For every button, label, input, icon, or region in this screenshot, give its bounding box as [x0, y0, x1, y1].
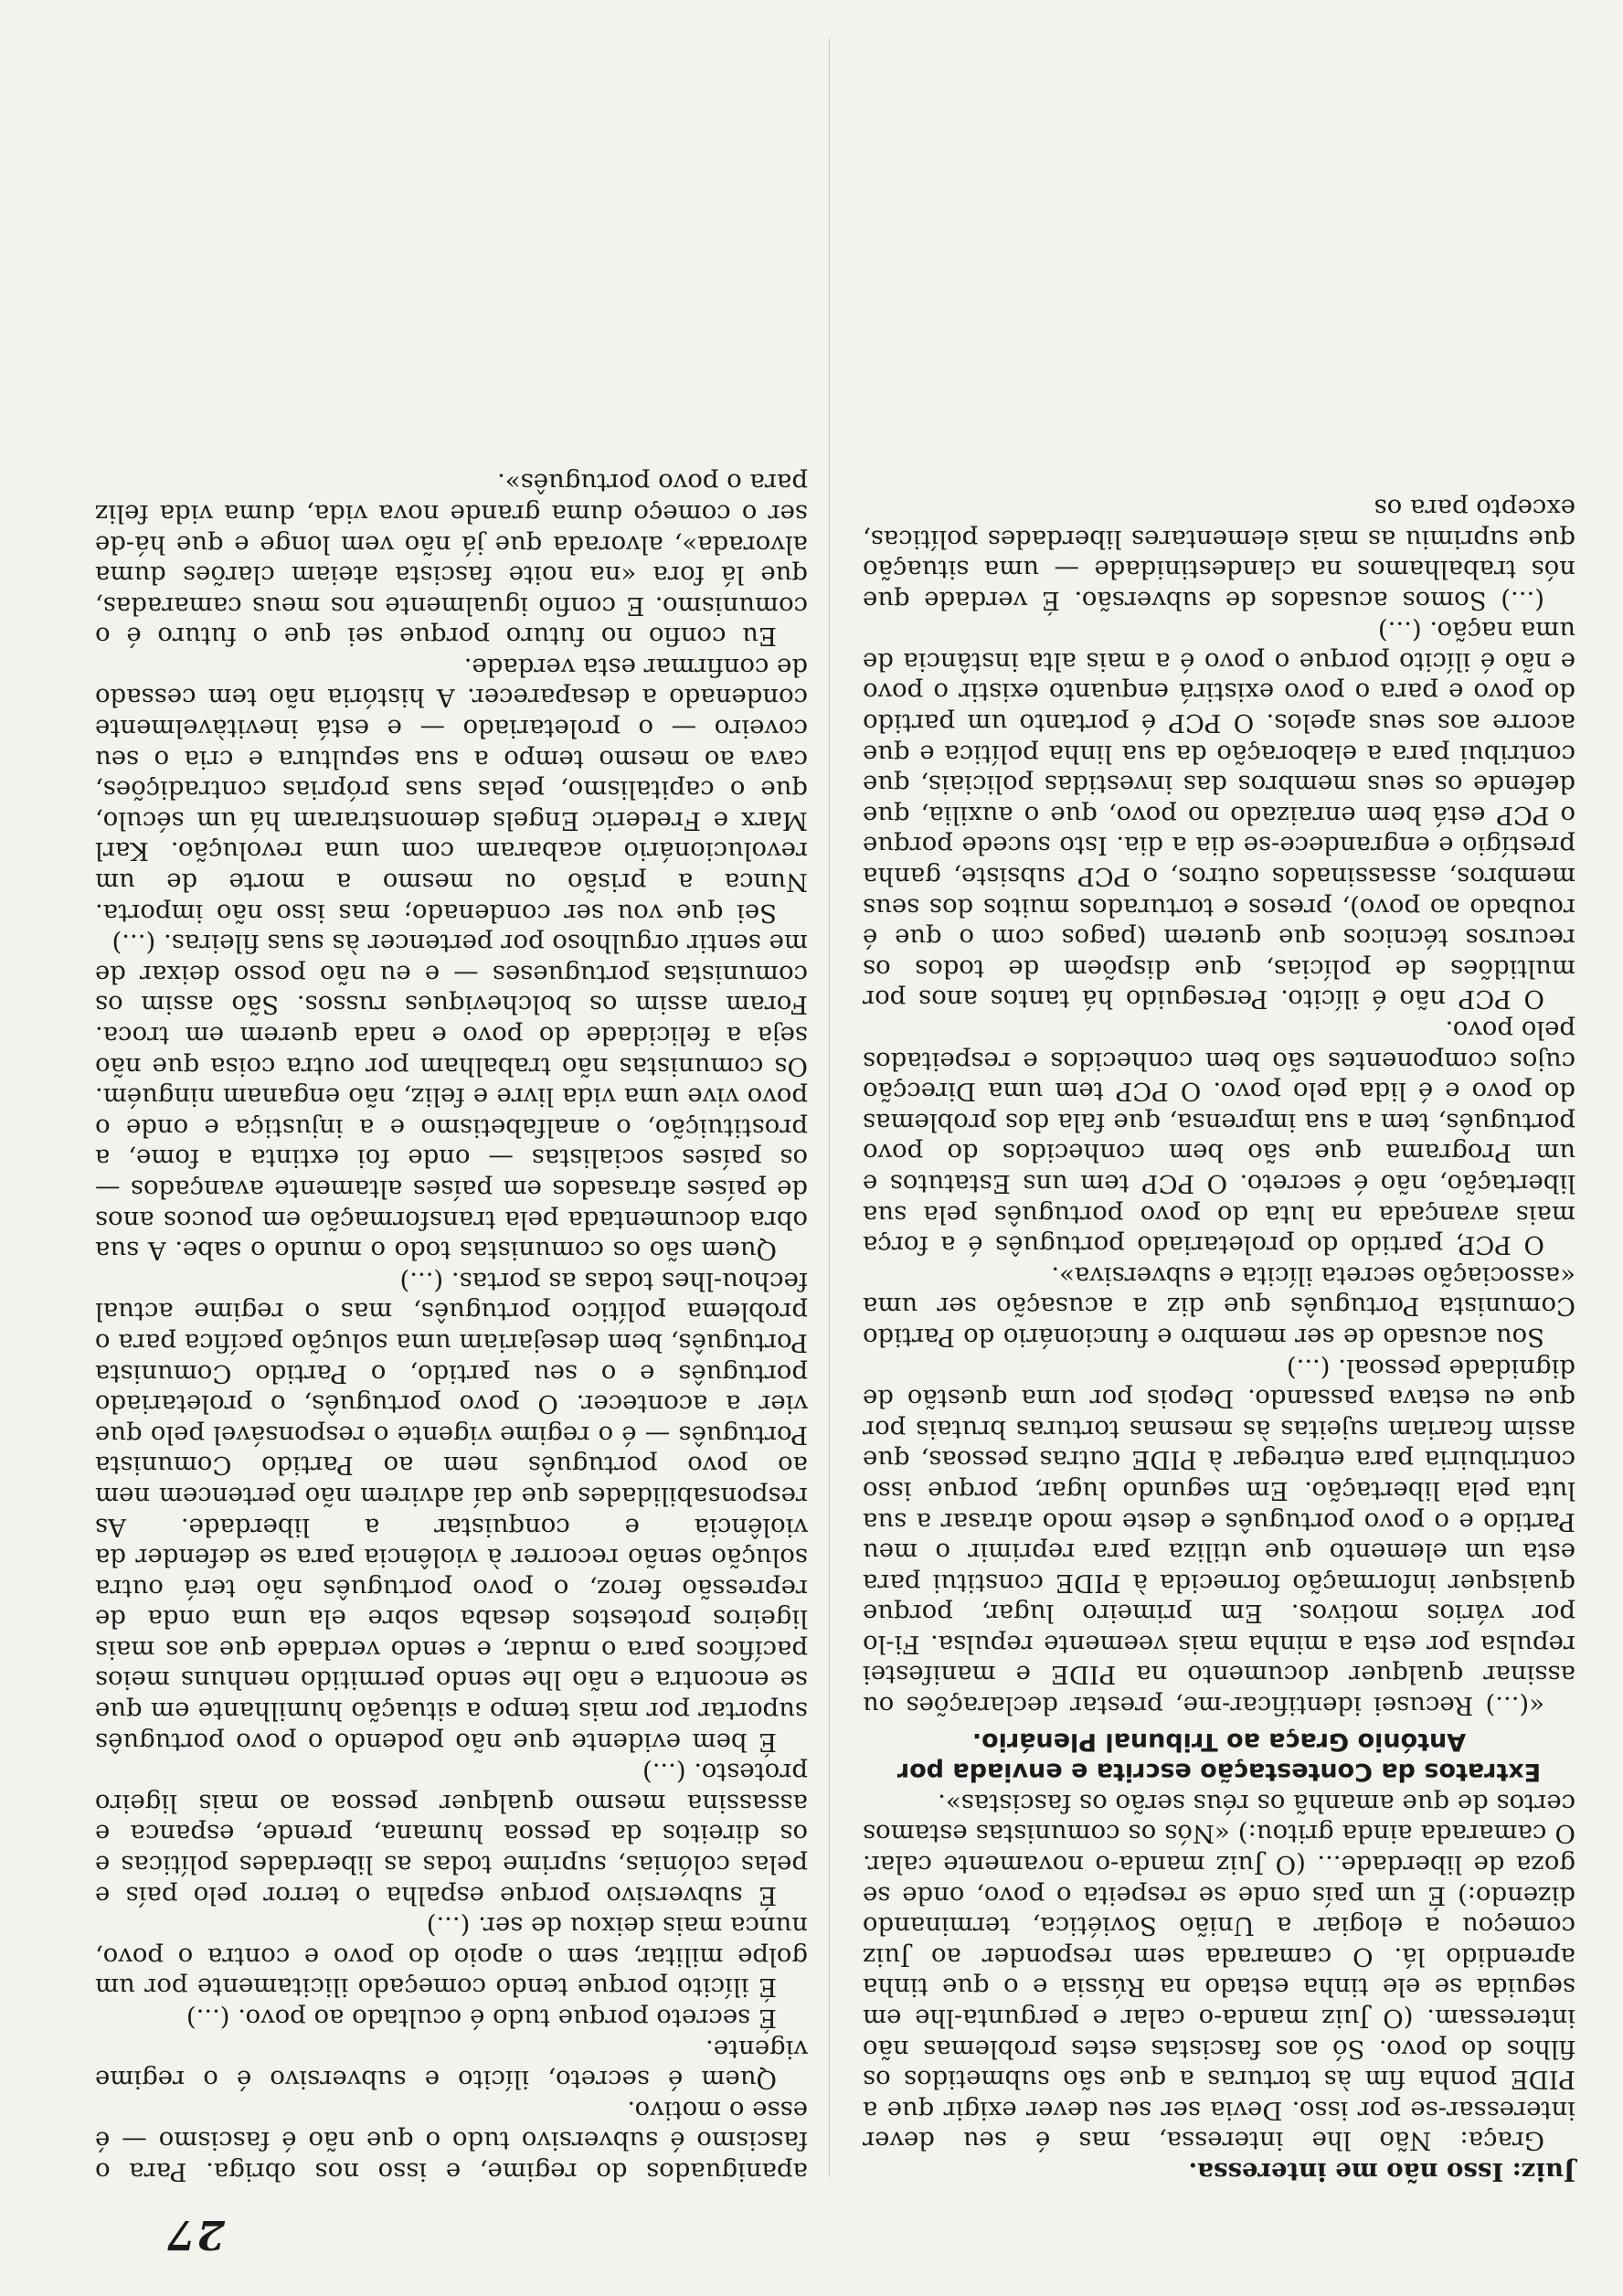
- section-heading: Extratos da Contestação escrita e enviada por António Graça ao Tribunal Plenário.: [896, 1727, 1542, 1787]
- paragraph: O PCP, partido do proletariado português é a força mais avançada na luta do povo português pela sua libertação, não é secreto. O PCP tem uns Estatutos e um Programa que são bem conhecidos do povo português, tem a sua imprensa, que fala dos problemas do povo e é lida pelo povo. O PCP tem uma Direcção cujos componentes são bem conhecidos e respeitados pelo povo.: [863, 1015, 1575, 1260]
- paragraph: É bem evidente que não podendo o povo português suportar por mais tempo a situação humilhante em que se encontra e não lhe sendo permitido nenhuns meios pacíficos para o mudar, e sendo verdade que aos mais ligeiros protestos desaba sobre ela uma onda de repressão feroz, o povo português não terá outra solução senão recorrer à violência para se defender da violência e conquistar a liberdade. As responsabilidades que daí advirem não pertencem nem ao povo português nem ao Partido Comunista Português — é o regime vigente o responsável pelo que vier a acontecer. O povo português, o proletariado português e o seu partido, o Partido Comunista Português, bem desejariam uma solução pacífica para o problema político português, mas o regime actual fechou-lhes todas as portas. (...): [95, 1266, 808, 1757]
- page-number: 27: [164, 2211, 225, 2258]
- left-column: [863, 492, 1575, 2186]
- paragraph: Quem são os comunistas todo o mundo o sabe. A sua obra documentada pela transformação em poucos anos de países atrasados em países altamente avançados — os países socialistas — onde foi extinta a fome, a prostituição, o analfabetismo e a injustiça e onde o povo vive uma vida livre e feliz, não enganam ninguém. Os comunistas não trabalham por outra coisa que não seja a felicidade do povo e nada querem em troca. Foram assim os bolcheviques russos. São assim os comunistas portugueses — e eu não posso deixar de me sentir orgulhoso por pertencer às suas fileiras. (...): [95, 929, 808, 1266]
- paragraph: É secreto porque tudo é ocultado ao povo. (...): [186, 2004, 777, 2034]
- column-divider: [829, 38, 830, 2177]
- paragraph: Quem é secreto, ilícito e subversivo é o regime vigente.: [95, 2034, 808, 2095]
- paragraph: O PCP não é ilícito. Perseguido há tantos anos por multidões de polícias, que dispõem de todos os recursos técnicos que querem (pagos com o que é roubado ao povo), presos e torturados muitos dos seus membros, assassinados outros, o PCP subsiste, ganha prestígio e engrandece-se dia a dia. Isto sucede porque o PCP está bem enraizado no povo, que o auxilia, que defende os seus membros das investidas policiais, que contribui para a elaboração da sua linha política e que acorre aos seus apelos. O PCP é portanto um partido do povo e para o povo existirá enquanto existir o povo e não é ilícito porque o povo é a mais alta instância de uma nação. (...): [863, 616, 1575, 1015]
- speaker-line-juiz: Juiz: Isso não me interessa.: [1188, 2157, 1575, 2186]
- paragraph: Graça: Não lhe interessa, mas é seu dever interessar-se por isso. Devia ser seu dever exigir que a PIDE ponha fim às torturas a que são submetidos os filhos do povo. Só aos fascistas estes problemas não interessam. (O Juiz manda-o calar e pergunta-lhe em seguida se ele tinha estado na Rússia e o que tinha aprendido lá. O camarada sem responder ao Juiz começou a elogiar a União Soviética, terminando dizendo:) É um país onde se respeita o povo, onde se goza de liberdade... (O Juiz manda-o novamente calar. O camarada ainda gritou:) «Nós os comunistas estamos certos de que amanhã os réus serão os fascistas».: [863, 1788, 1575, 2156]
- paragraph: Eu confio no futuro porque sei que o futuro é o comunismo. E confio igualmente nos meus camaradas, que lá fora «na noite fascista ateiam clarões duma alvorada», alvorada que já não vem longe e que há-de ser o começo duma grande nova vida, duma vida feliz para o povo português».: [95, 468, 808, 652]
- right-column: [95, 467, 808, 2186]
- paragraph: É ilícito porque tendo começado ilicitamente por um golpe militar, sem o apoio do povo e contra o povo, nunca mais deixou de ser. (...): [95, 1911, 808, 2003]
- paragraph: apaniguados do regime, e isso nos obriga. Para o fascismo é subversivo tudo o que não é fascismo — é esse o motivo.: [95, 2095, 808, 2186]
- paragraph: «(...) Recusei identificar-me, prestar declarações ou assinar qualquer documento na PIDE e manifestei repulsa por esta a minha mais veemente repulsa. Fi-lo por vários motivos. Em primeiro lugar, porque quaisquer informação fornecida à PIDE constitui para esta um elemento que utiliza para reprimir o meu Partido e o povo português e deste modo atrasar a sua luta pela libertação. Em segundo lugar, porque isso contribuiria para entregar à PIDE outras pessoas, que assim ficariam sujeitas às mesmas torturas brutais por que eu estava passando. Depois por uma questão de dignidade pessoal. (...): [863, 1353, 1575, 1721]
- paragraph: Sou acusado de ser membro e funcionário do Partido Comunista Português que diz a acusação ser uma «associação secreta ilícita e subversiva».: [863, 1260, 1575, 1352]
- paragraph: (...) Somos acusados de subversão. É verdade que nós trabalhamos na clandestinidade — uma situação que suprimiu as mais elementares liberdades políticas, excepto para os: [863, 493, 1575, 615]
- paragraph: É subversivo porque espalha o terror pelo país e pelas colónias, suprime todas as liberdades políticas e os direitos da pessoa humana, prende, espanca e assassina mesmo qualquer pessoa ao mais ligeiro protesto. (...): [95, 1758, 808, 1910]
- paragraph: Sei que vou ser condenado; mas isso não importa. Nunca a prisão ou mesmo a morte de um revolucionário acabaram com uma revolução. Karl Marx e Frederic Engels demonstraram há um século, que o capitalismo, pelas suas próprias contradições, cava ao mesmo tempo a sua sepultura e cria o seu coveiro — o proletariado — e está inevitàvelmente condenado a desaparecer. A história não tem cessado de confirmar esta verdade.: [95, 652, 808, 928]
